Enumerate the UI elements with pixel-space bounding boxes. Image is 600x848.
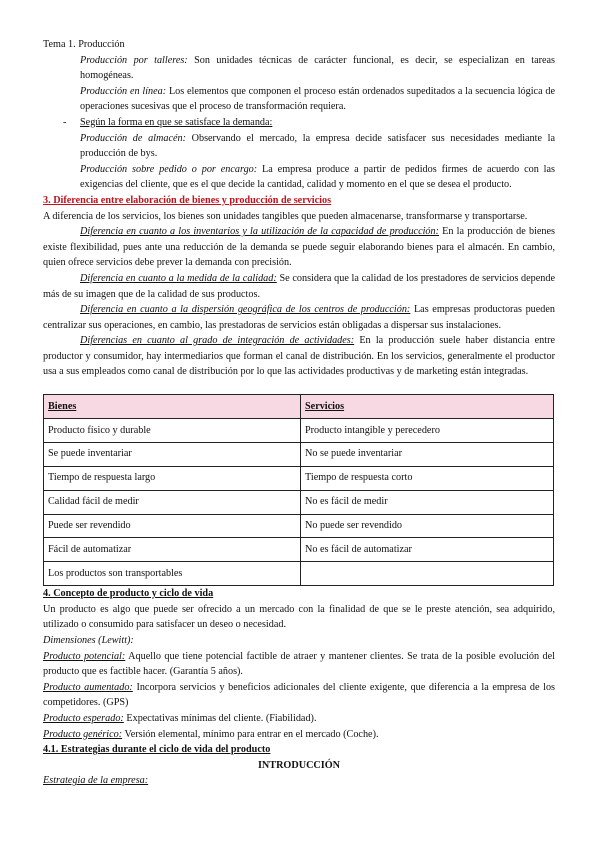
- table-header-row: [44, 395, 554, 419]
- text-inventarios: En la producción de bienes existe flexibilidad, pues ante una reducción de la demanda se puede seguir elaborando bienes para el almacén. En cambio, quien ofrece servicios debe prever la demanda con precisión.: [43, 226, 555, 269]
- section-3-heading: 3. Diferencia entre elaboración de bienes y producción de servicios: [43, 194, 332, 206]
- table-cell: No se puede inventariar: [301, 442, 554, 466]
- term-almacen: Producción de almacén:: [80, 132, 186, 144]
- table-cell: Se puede inventariar: [44, 442, 301, 466]
- comparison-table: [43, 394, 554, 586]
- term-calidad: Diferencia en cuanto a la medida de la calidad:: [80, 272, 277, 284]
- text-linea: Los elementos que componen el proceso están ordenados supeditados a la secuencia lógica de operaciones sucesivas que el proceso de transformación requiera.: [80, 85, 556, 113]
- section-4-heading: 4. Concepto de producto y ciclo de vida: [43, 588, 214, 600]
- paragraph-calidad: [43, 271, 555, 302]
- table-cell: No es fácil de automatizar: [301, 538, 554, 562]
- paragraph-potencial: [43, 649, 555, 680]
- document-page: [43, 37, 555, 789]
- table-row: [44, 538, 554, 562]
- term-esperado: Producto esperado:: [43, 712, 124, 724]
- term-aumentado: Producto aumentado:: [43, 681, 133, 693]
- table-cell: Tiempo de respuesta corto: [301, 466, 554, 490]
- text-almacen: Observando el mercado, la empresa decide satisfacer sus necesidades mediante la producción de bys.: [80, 132, 555, 160]
- text-pedido: La empresa produce a partir de pedidos firmes de acuerdo con las exigencias del cliente, que es el que decide la cantidad, calidad y momento en el que se desea el producto.: [80, 163, 555, 191]
- text-generico: Versión elemental, mínimo para entrar en el mercado (Coche).: [122, 728, 379, 740]
- term-talleres: Producción por talleres:: [80, 54, 188, 66]
- term-inventarios: Diferencia en cuanto a los inventarios y la utilización de la capacidad de producción:: [80, 226, 440, 238]
- table-cell: Producto intangible y perecedero: [301, 418, 554, 442]
- topic-heading: Tema 1. Producción: [43, 39, 125, 50]
- table-cell: No puede ser revendido: [301, 514, 554, 538]
- table-header-bienes: Bienes: [44, 395, 301, 419]
- paragraph-integracion: [43, 333, 555, 380]
- bullet-demanda: [43, 115, 555, 131]
- paragraph-talleres: [43, 53, 555, 84]
- term-pedido: Producción sobre pedido o por encargo:: [80, 163, 258, 175]
- section-4-intro: Un producto es algo que puede ser ofrecido a un mercado con la finalidad de que se le preste atención, sea adquirido, utilizado o consumido para satisfacer un deseo o necesidad.: [43, 603, 555, 631]
- table-cell: No es fácil de medir: [301, 490, 554, 514]
- paragraph-aumentado: [43, 680, 555, 711]
- term-generico: Producto genérico:: [43, 728, 123, 740]
- paragraph-inventarios: [43, 224, 555, 271]
- text-calidad: Se considera que la calidad de los prestadores de servicios depende más de su imagen que de la calidad de sus productos.: [43, 272, 555, 300]
- table-header-servicios: Servicios: [301, 395, 554, 419]
- text-potencial: Aquello que tiene potencial factible de atraer y mantener clientes. Se trata de la posible evolución del producto que es factible hacer. (Garantía 5 años).: [43, 650, 555, 678]
- text-esperado: Expectativas mínimas del cliente. (Fiabilidad).: [123, 712, 317, 724]
- dimensiones-heading: Dimensiones (Lewitt):: [43, 634, 134, 646]
- term-dispersion: Diferencia en cuanto a la dispersión geográfica de los centros de producción:: [80, 304, 411, 316]
- paragraph-almacen: [43, 131, 555, 162]
- text-dispersion: Las empresas productoras pueden centralizar sus operaciones, en cambio, las prestadoras de servicios están obligadas a dispersar sus instalaciones.: [43, 304, 555, 331]
- section-4-1-heading: 4.1. Estrategias durante el ciclo de vida del producto: [43, 744, 271, 756]
- table-row: [44, 562, 554, 586]
- table-cell: [301, 562, 554, 586]
- term-linea: Producción en línea:: [80, 85, 167, 97]
- table-row: [44, 418, 554, 442]
- table-row: [44, 490, 554, 514]
- term-potencial: Producto potencial:: [43, 650, 126, 662]
- table-row: [44, 466, 554, 490]
- table-cell: Producto físico y durable: [44, 418, 301, 442]
- text-talleres: Son unidades técnicas de carácter funcional, es decir, se especializan en tareas homogéneas.: [80, 54, 555, 82]
- table-row: [44, 442, 554, 466]
- table-cell: Calidad fácil de medir: [44, 490, 301, 514]
- table-cell: Los productos son transportables: [44, 562, 301, 586]
- text-integracion: En la producción suele haber distancia entre productor y consumidor, hay intermediarios que forman el canal de distribución. En los servicios, generalmente el productor usa a sus empleados como canal de distribución por lo que las actividades productivas y de marketing están integradas.: [43, 335, 556, 378]
- text-aumentado: Incorpora servicios y beneficios adicionales del cliente exigente, que diferencia a la empresa de los competidores. (GPS): [43, 681, 556, 709]
- paragraph-esperado: [43, 711, 555, 727]
- paragraph-generico: [43, 727, 555, 743]
- term-integracion: Diferencias en cuanto al grado de integración de actividades:: [80, 335, 355, 347]
- estrategia-empresa-heading: Estrategia de la empresa:: [43, 775, 149, 787]
- section-3-intro: A diferencia de los servicios, los bienes son unidades tangibles que pueden almacenarse, transformarse y transportarse.: [43, 210, 528, 222]
- paragraph-dispersion: [43, 302, 555, 333]
- table-cell: Puede ser revendido: [44, 514, 301, 538]
- introduccion-heading: INTRODUCCIÓN: [257, 759, 341, 771]
- bullet-dash: -: [63, 116, 67, 128]
- paragraph-pedido: [43, 162, 555, 193]
- paragraph-linea: [43, 84, 555, 115]
- bullet-heading: Según la forma en que se satisface la demanda:: [80, 116, 273, 128]
- table-cell: Tiempo de respuesta largo: [44, 466, 301, 490]
- table-cell: Fácil de automatizar: [44, 538, 301, 562]
- table-row: [44, 514, 554, 538]
